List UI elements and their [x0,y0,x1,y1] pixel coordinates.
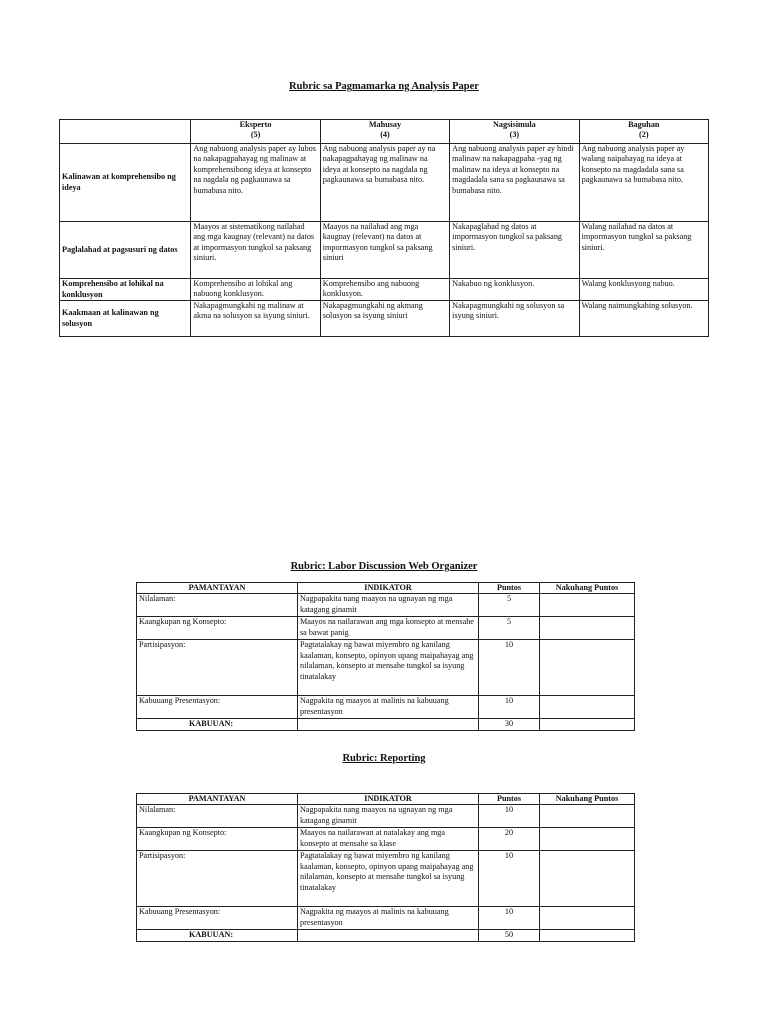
table-row [137,907,635,930]
table-row [60,144,709,222]
points-cell: 10 [479,907,540,930]
total-points: 50 [479,930,540,941]
header-puntos: Puntos [479,583,540,594]
earned-points-cell [540,640,635,696]
header-indikator: INDIKATOR [298,583,479,594]
rubric-cell: Maayos at sistematikong nailahad ang mga kaugnay (relevant) na datos at impormasyon tungkol sa paksang siniuri. [191,222,320,279]
reporting-rubric-title: Rubric: Reporting [342,753,426,764]
criterion-cell: Kaangkupan ng Konsepto: [137,617,298,640]
rubric-cell: Maayos na nailahad ang mga kaugnay (relevant) na datos at impormasyon tungkol sa paksang siniuri [320,222,449,279]
table-row [60,222,709,279]
earned-points-cell [540,851,635,907]
points-cell: 20 [479,828,540,851]
header-nakuhang-puntos: Nakuhang Puntos [540,583,635,594]
empty-header-cell [60,120,191,144]
total-points: 30 [479,719,540,730]
table-row [137,805,635,828]
indicator-cell: Nagpakita ng maayos at malinis na kabuuang presentasyon [298,696,479,719]
table-row [137,696,635,719]
criterion-cell: Kalinawan at komprehensibo ng ideya [60,144,191,222]
header-nagsisimula: Nagsisimula (3) [450,120,579,144]
indicator-cell: Pagtatalakay ng bawat miyembro ng kanilang kaalaman, konsepto, opinyon upang maipahayag ang nilalaman, konsepto at mensahe tungkol sa isyung tinatalakay [298,640,479,696]
indicator-cell: Nagpapakita nang maayos na ugnayan ng mga katagang ginamit [298,805,479,828]
total-indicator-cell [298,930,479,941]
analysis-paper-rubric-table [59,119,709,337]
earned-points-cell [540,594,635,617]
table-header-row [60,120,709,144]
table-header-row [137,794,635,805]
rubric-cell: Nakapaglahad ng datos at impormasyon tungkol sa paksang siniuri. [450,222,579,279]
header-pamantayan: PAMANTAYAN [137,583,298,594]
header-nakuhang-puntos: Nakuhang Puntos [540,794,635,805]
criterion-cell: Partisipasyon: [137,640,298,696]
points-cell: 10 [479,805,540,828]
indicator-cell: Pagtatalakay ng bawat miyembro ng kanilang kaalaman, konsepto, opinyon upang maipahayag ang nilalaman, konsepto at mensahe tungkol sa isyung tinatalakay [298,851,479,907]
table-row [137,851,635,907]
rubric-cell: Ang nabuong analysis paper ay hindi malinaw na nakapagpaha -yag ng malinaw na ideya at konsepto na magdadala sana sa pagkaunawa sa bumabasa nito. [450,144,579,222]
criterion-cell: Kabuuang Presentasyon: [137,696,298,719]
total-label: KABUUAN: [137,930,298,941]
rubric-cell: Nakapagmungkahi ng solusyon sa isyung siniuri. [450,301,579,337]
rubric-cell: Ang nabuong analysis paper ay walang naipahayag na ideya at konsepto na magdadala sana sa pagkaunawa sa bumabasa nito. [579,144,708,222]
total-label: KABUUAN: [137,719,298,730]
points-cell: 10 [479,640,540,696]
criterion-cell: Kaangkupan ng Konsepto: [137,828,298,851]
table-row [60,279,709,301]
rubric-cell: Komprehensibo ang nabuong konklusyon. [320,279,449,301]
web-organizer-rubric-table [136,582,635,731]
reporting-rubric-table [136,793,635,942]
web-organizer-rubric-title: Rubric: Labor Discussion Web Organizer [290,561,478,572]
analysis-paper-rubric-title: Rubric sa Pagmamarka ng Analysis Paper [289,81,479,92]
total-indicator-cell [298,719,479,730]
header-mahusay: Mahusay (4) [320,120,449,144]
rubric-cell: Walang konklusyong nabuo. [579,279,708,301]
table-row [137,828,635,851]
table-row [137,640,635,696]
indicator-cell: Maayos na nailarawan at natalakay ang mga konsepto at mensahe sa klase [298,828,479,851]
criterion-cell: Partisipasyon: [137,851,298,907]
rubric-cell: Nakapagmungkahi ng akmang solusyon sa isyung siniuri [320,301,449,337]
criterion-cell: Paglalahad at pagsusuri ng datos [60,222,191,279]
rubric-cell: Ang nabuong analysis paper ay lubos na nakapagpahayag ng malinaw at komprehensibong ideya at konsepto na nagdala ng pagkaunawa sa bumabasa nito. [191,144,320,222]
header-eksperto: Eksperto (5) [191,120,320,144]
earned-points-cell [540,696,635,719]
criterion-cell: Kabuuang Presentasyon: [137,907,298,930]
table-row [60,301,709,337]
criterion-cell: Nilalaman: [137,805,298,828]
total-row [137,719,635,730]
total-earned-cell [540,930,635,941]
header-pamantayan: PAMANTAYAN [137,794,298,805]
points-cell: 10 [479,851,540,907]
rubric-cell: Walang nailahad na datos at impormasyon tungkol sa paksang siniuri. [579,222,708,279]
earned-points-cell [540,907,635,930]
total-earned-cell [540,719,635,730]
rubric-cell: Nakabuo ng konklusyon. [450,279,579,301]
table-header-row [137,583,635,594]
rubric-cell: Walang naimungkahing solusyon. [579,301,708,337]
criterion-cell: Komprehensibo at lohikal na konklusyon [60,279,191,301]
earned-points-cell [540,617,635,640]
indicator-cell: Nagpapakita nang maayos na ugnayan ng mga katagang ginamit [298,594,479,617]
indicator-cell: Maayos na nailarawan ang mga konsepto at mensahe sa bawat panig [298,617,479,640]
points-cell: 5 [479,594,540,617]
criterion-cell: Kaakmaan at kalinawan ng solusyon [60,301,191,337]
header-puntos: Puntos [479,794,540,805]
rubric-cell: Nakapagmungkahi ng malinaw at akma na solusyon sa isyung siniuri. [191,301,320,337]
rubric-cell: Komprehensibo at lohikal ang nabuong konklusyon. [191,279,320,301]
table-row [137,594,635,617]
total-row [137,930,635,941]
points-cell: 5 [479,617,540,640]
header-baguhan: Baguhan (2) [579,120,708,144]
rubric-cell: Ang nabuong analysis paper ay na nakapagpahayag ng malinaw na ideya at konsepto na nagdala ng pagkaunawa sa bumabasa nito. [320,144,449,222]
points-cell: 10 [479,696,540,719]
earned-points-cell [540,805,635,828]
indicator-cell: Nagpakita ng maayos at malinis na kabuuang presentasyon [298,907,479,930]
earned-points-cell [540,828,635,851]
criterion-cell: Nilalaman: [137,594,298,617]
header-indikator: INDIKATOR [298,794,479,805]
table-row [137,617,635,640]
